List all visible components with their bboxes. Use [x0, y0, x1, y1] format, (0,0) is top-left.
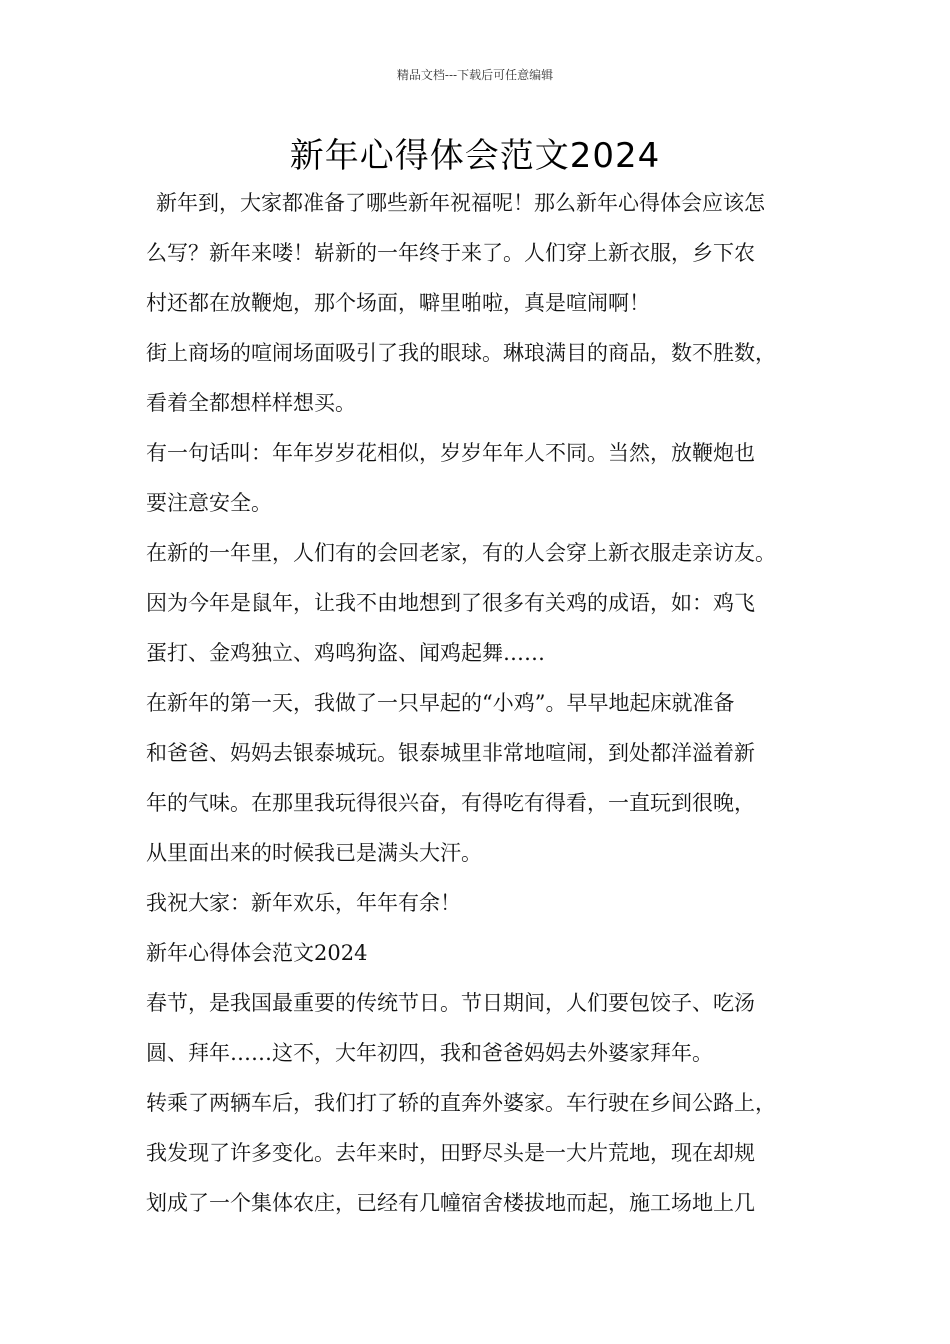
paragraph-line: 转乘了两辆车后，我们打了轿的直奔外婆家。车行驶在乡间公路上，	[146, 1091, 776, 1115]
paragraph-line: 蛋打、金鸡独立、鸡鸣狗盗、闻鸡起舞……	[146, 641, 545, 665]
document-body	[146, 178, 836, 1228]
paragraph-line: 么写？新年来喽！崭新的一年终于来了。人们穿上新衣服，乡下农	[146, 241, 755, 265]
paragraph-line: 春节，是我国最重要的传统节日。节日期间，人们要包饺子、吃汤	[146, 991, 755, 1015]
paragraph-line: 我发现了许多变化。去年来时，田野尽头是一大片荒地，现在却规	[146, 1141, 755, 1165]
paragraph-line: 从里面出来的时候我已是满头大汗。	[146, 841, 482, 865]
paragraph-line: 街上商场的喧闹场面吸引了我的眼球。琳琅满目的商品，数不胜数，	[146, 341, 776, 365]
document-title: 新年心得体会范文2024	[289, 136, 661, 176]
paragraph-line: 年的气味。在那里我玩得很兴奋，有得吃有得看，一直玩到很晚，	[146, 791, 755, 815]
paragraph-line: 村还都在放鞭炮，那个场面，噼里啪啦，真是喧闹啊！	[146, 291, 650, 315]
paragraph-line: 在新年的第一天，我做了一只早起的“小鸡”。早早地起床就准备	[146, 691, 735, 715]
paragraph-line: 要注意安全。	[146, 491, 272, 515]
paragraph-line: 因为今年是鼠年，让我不由地想到了很多有关鸡的成语，如：鸡飞	[146, 591, 755, 615]
paragraph-line: 划成了一个集体农庄，已经有几幢宿舍楼拔地而起，施工场地上几	[146, 1191, 755, 1215]
paragraph-line: 有一句话叫：年年岁岁花相似，岁岁年年人不同。当然，放鞭炮也	[146, 441, 755, 465]
paragraph-line: 和爸爸、妈妈去银泰城玩。银泰城里非常地喧闹，到处都洋溢着新	[146, 741, 755, 765]
paragraph-line: 我祝大家：新年欢乐，年年有余！	[146, 891, 461, 915]
paragraph-line: 在新的一年里，人们有的会回老家，有的人会穿上新衣服走亲访友。	[146, 541, 776, 565]
header-watermark: 精品文档---下载后可任意编辑	[396, 68, 554, 82]
paragraph-line: 新年到，大家都准备了哪些新年祝福呢！那么新年心得体会应该怎	[156, 191, 765, 215]
section-heading: 新年心得体会范文2024	[146, 941, 368, 965]
paragraph-line: 看着全都想样样想买。	[146, 391, 356, 415]
paragraph-line: 圆、拜年……这不，大年初四，我和爸爸妈妈去外婆家拜年。	[146, 1041, 713, 1065]
